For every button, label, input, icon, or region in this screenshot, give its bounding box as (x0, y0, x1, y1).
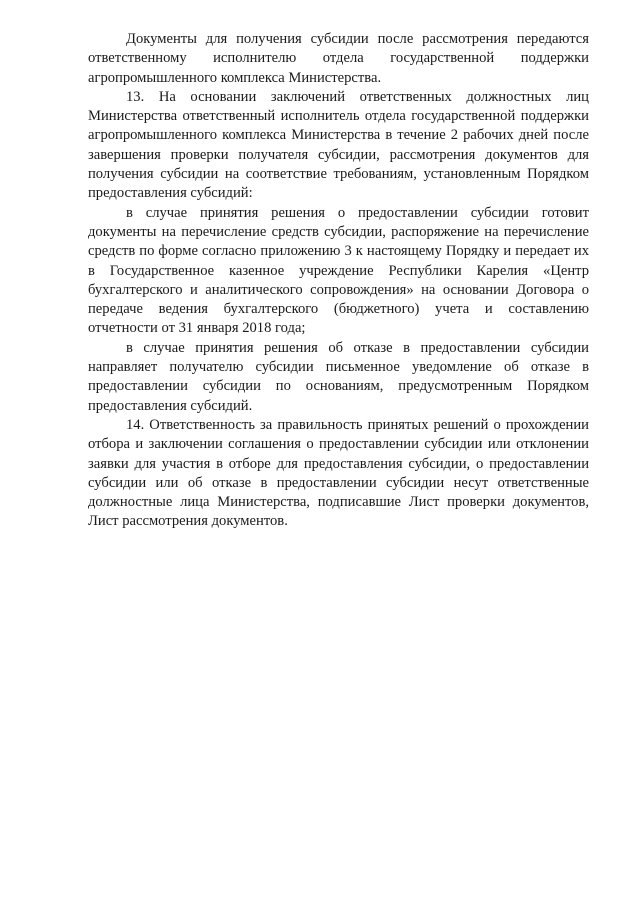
document-page (88, 30, 589, 532)
paragraph-grant-refusal: в случае принятия решения об отказе в предоставлении субсидии направляет получателю субсидии письменное уведомление об отказе в предоставлении субсидии по основаниям, предусмотренным Порядком предоставления субсидий. (88, 339, 589, 414)
paragraph-item-14: 14. Ответственность за правильность принятых решений о прохождении отбора и заключении соглашения о предоставлении субсидии или отклонении заявки для участия в отборе для предоставления субсидии, о предоставлении субсидии или об отказе в предоставлении субсидии несут ответственные должностные лица Министерства, подписавшие Лист проверки документов, Лист рассмотрения документов. (88, 416, 589, 530)
paragraph-documents-transfer: Документы для получения субсидии после рассмотрения передаются ответственному исполнителю отдела государственной поддержки агропромышленного комплекса Министерства. (88, 31, 589, 86)
paragraph-item-13: 13. На основании заключений ответственных должностных лиц Министерства ответственный исполнитель отдела государственной поддержки агропромышленного комплекса Министерства в течение 2 рабочих дней после завершения проверки получателя субсидии, рассмотрения документов для получения субсидии на соответствие требованиям, установленным Порядком предоставления субсидий: (88, 88, 589, 202)
paragraph-grant-approval: в случае принятия решения о предоставлении субсидии готовит документы на перечисление средств субсидии, распоряжение на перечисление средств по форме согласно приложению 3 к настоящему Порядку и передает их в Государственное казенное учреждение Республики Карелия «Центр бухгалтерского и аналитического сопровождения» на основании Договора о передаче ведения бухгалтерского (бюджетного) учета и составлению отчетности от 31 января 2018 года; (88, 204, 589, 337)
